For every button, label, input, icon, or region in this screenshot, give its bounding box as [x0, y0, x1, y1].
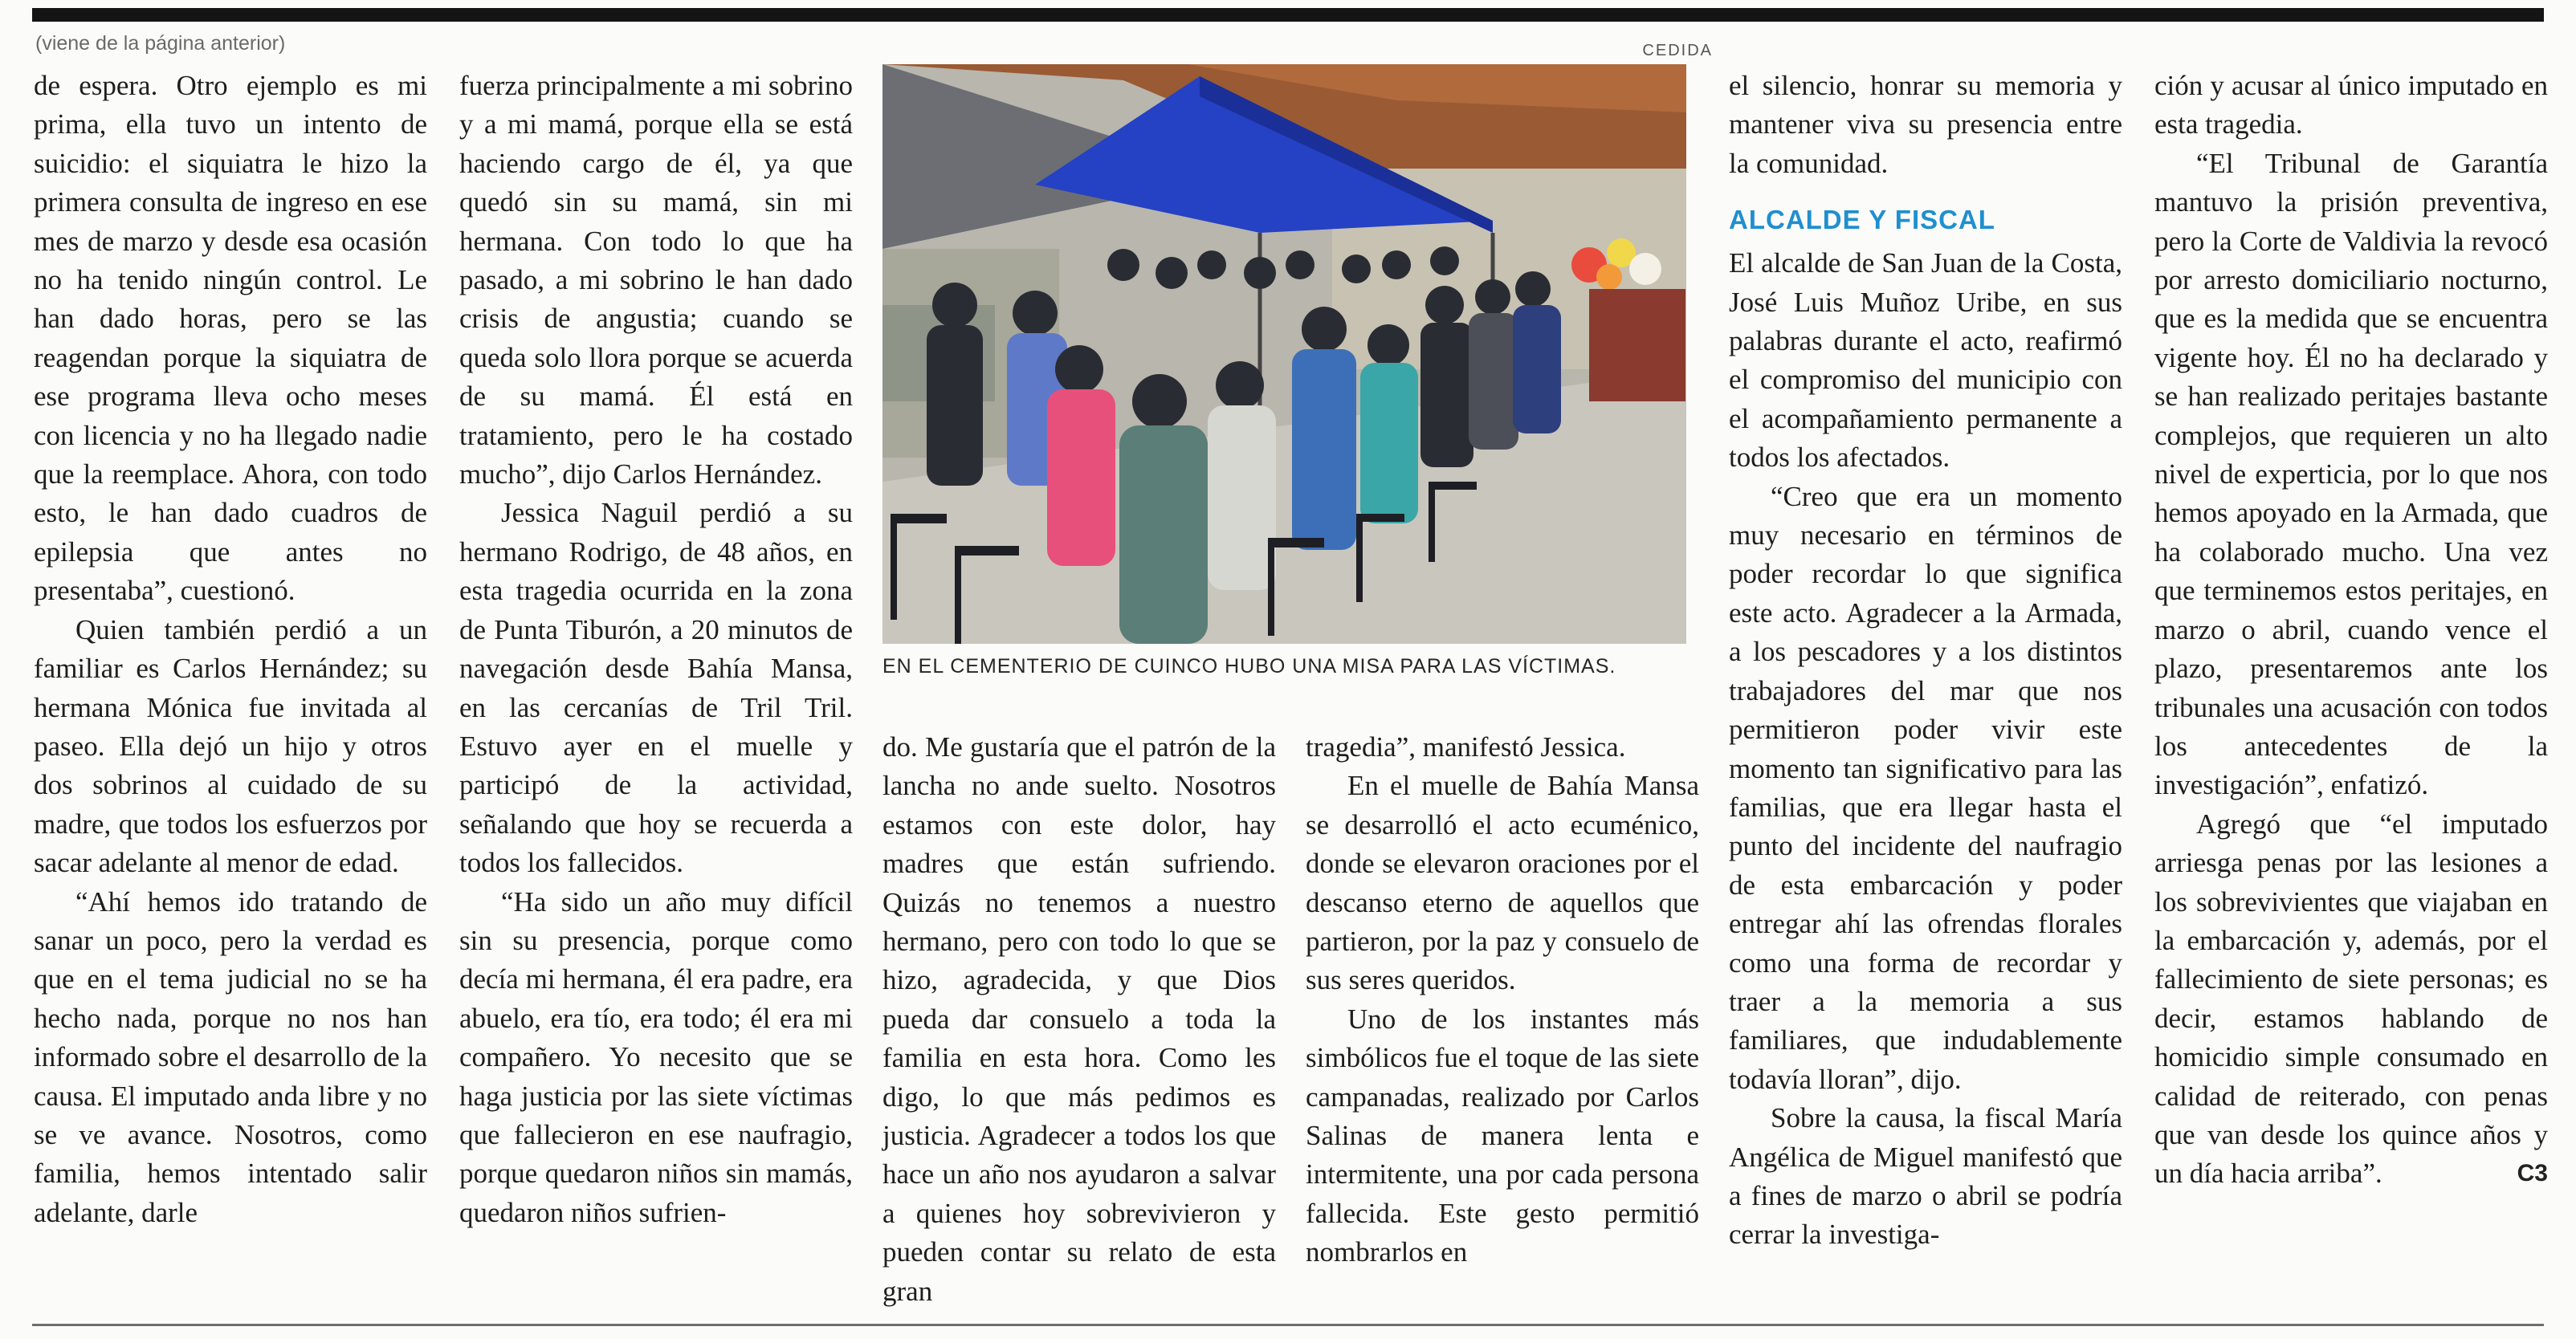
article-column-6: [2154, 67, 2548, 1194]
photo-credit: CEDIDA: [1642, 42, 1713, 59]
paragraph: de espera. Otro ejemplo es mi prima, ella tuvo un intento de suicidio: el siquiatra le hizo la primera consulta de ingreso en ese mes de marzo y desde esa ocasión no ha tenido ningún control. Le han dado horas, pero se las reagendan porque la siquiatra de ese programa lleva ocho meses con licencia y no ha llegado nadie que la reemplace. Ahora, con todo esto, le han dado cuadros de epilepsia que antes no presentaba”, cuestionó.: [34, 70, 427, 607]
article-column-3: [882, 728, 1276, 1311]
paragraph: ción y acusar al único imputado en esta tragedia.: [2154, 70, 2548, 140]
paragraph: “Ha sido un año muy difícil sin su presencia, porque como decía mi hermana, él era padre, era abuelo, era tío, era todo; él era mi compañero. Yo necesito que se haga justicia por las siete víctimas que fallecieron en ese naufragio, porque quedaron niños sin mamás, quedaron niños sufrien-: [459, 885, 853, 1228]
paragraph: tragedia”, manifestó Jessica.: [1306, 731, 1626, 763]
paragraph-text: Agregó que “el imputado arriesga penas por las lesiones a los sobrevivientes que viajaban en la embarcación y, además, por el fallecimiento de siete personas; es decir, estamos hablando de homicidio simple consumado en calidad de reiterado, con penas que van desde los quince años y un día hacia arriba”.: [2154, 808, 2548, 1190]
spacer: [1729, 183, 2122, 199]
top-rule: [32, 8, 2544, 22]
paragraph: Quien también perdió a un familiar es Carlos Hernández; su hermana Mónica fue invitada al paseo. Ella dejó un hijo y otros dos sobrinos al cuidado de su madre, que todos los esfuerzos por sacar adelante al menor de edad.: [34, 613, 427, 879]
paragraph: [2154, 805, 2548, 1194]
photo-caption: EN EL CEMENTERIO DE CUINCO HUBO UNA MISA PARA LAS VÍCTIMAS.: [882, 655, 1616, 678]
paragraph: El alcalde de San Juan de la Costa, José Luis Muñoz Uribe, en sus palabras durante el acto, reafirmó el compromiso del municipio con el acompañamiento permanente a todos los afectados.: [1729, 247, 2122, 474]
article-column-1: [34, 67, 427, 1232]
paragraph: fuerza principalmente a mi sobrino y a mi mamá, porque ella se está haciendo cargo de él, ya que quedó sin su mamá, sin mi hermana. Con todo lo que ha pasado, a mi sobrino le han dado crisis de angustia; cuando se queda solo llora porque se acuerda de su mamá. Él está en tratamiento, pero le ha costado mucho”, dijo Carlos Hernández.: [459, 70, 853, 490]
article-column-4: [1306, 728, 1699, 1272]
paragraph: En el muelle de Bahía Mansa se desarrolló el acto ecuménico, donde se elevaron oraciones por el descanso eterno de aquellos que partieron, por la paz y consuelo de sus seres queridos.: [1306, 770, 1699, 996]
article-photo: [882, 64, 1686, 644]
paragraph: el silencio, honrar su memoria y mantener viva su presencia entre la comunidad.: [1729, 70, 2122, 179]
paragraph: Uno de los instantes más simbólicos fue el toque de las siete campanadas, realizado por Carlos Salinas de manera lenta e intermitente, una por cada persona fallecida. Este gesto permitió nombrarlos en: [1306, 1003, 1699, 1268]
section-subheading: ALCALDE Y FISCAL: [1729, 205, 1995, 235]
cemetery-mass-photo: [882, 64, 1686, 644]
continued-from-label: (viene de la página anterior): [35, 32, 286, 55]
paragraph: Jessica Naguil perdió a su hermano Rodrigo, de 48 años, en esta tragedia ocurrida en la zona de Punta Tiburón, a 20 minutos de navegación desde Bahía Mansa, en las cercanías de Tril Tril. Estuvo ayer en el muelle y participó de la actividad, señalando que hoy se recuerda a todos los fallecidos.: [459, 497, 853, 879]
paragraph: “El Tribunal de Garantía mantuvo la prisión preventiva, pero la Corte de Valdivia la revocó por arresto domiciliario nocturno, que es la medida que se encuentra vigente hoy. Él no ha declarado y se han realizado peritajes bastante complejos, que requieren un alto nivel de experticia, por lo que nos hemos apoyado en la Armada, que ha colaborado mucho. Una vez que terminemos estos peritajes, en marzo o abril, cuando vence el plazo, presentaremos ante los tribunales una acusación con todos los antecedentes de la investigación”, enfatizó.: [2154, 147, 2548, 801]
paragraph: “Ahí hemos ido tratando de sanar un poco, pero la verdad es que en el tema judicial no se ha hecho nada, porque no nos han informado sobre el desarrollo de la causa. El imputado anda libre y no se ve avance. Nosotros, como familia, hemos intentado salir adelante, darle: [34, 885, 427, 1228]
article-column-2: [459, 67, 853, 1232]
paragraph: do. Me gustaría que el patrón de la lancha no ande suelto. Nosotros estamos con este dolor, hay madres que están sufriendo. Quizás no tenemos a nuestro hermano, pero con todo lo que se hizo, agradecida, y que Dios pueda dar consuelo a toda la familia en esta hora. Como les digo, lo que más pedimos es justicia. Agradecer a todos los que hace un año nos ayudaron a salvar a quienes hoy sobrevivieron y pueden contar su relato de esta gran: [882, 731, 1276, 1307]
end-mark: C3: [2517, 1160, 2548, 1187]
paragraph: “Creo que era un momento muy necesario en términos de poder recordar lo que significa este acto. Agradecer a la Armada, a los pescadores y a los distintos trabajadores del mar que nos permitieron poder vivir este momento tan significativo para las familias, que era llegar hasta el punto del incidente del naufragio de esta embarcación y poder entregar ahí las ofrendas florales como una forma de recordar y traer a la memoria a sus familiares, que indudablemente todavía lloran”, dijo.: [1729, 480, 2122, 1095]
article-column-5: [1729, 67, 2122, 1255]
bottom-rule: [32, 1324, 2544, 1326]
paragraph: Sobre la causa, la fiscal María Angélica de Miguel manifestó que a fines de marzo o abril se podría cerrar la investiga-: [1729, 1102, 2122, 1251]
